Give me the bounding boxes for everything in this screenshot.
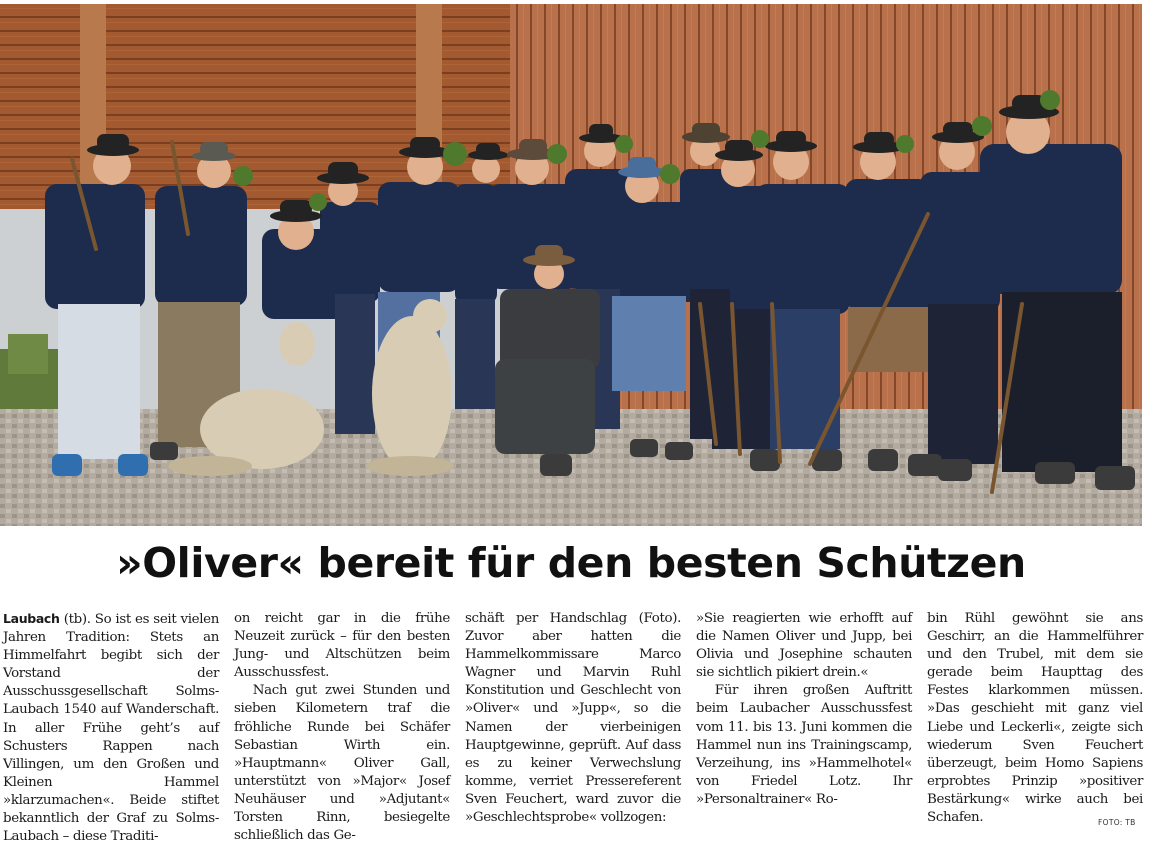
column-4-paragraph-a: »Sie reagierten wie erhofft auf die Namen Oliver und Jupp, bei Olivia und Josephine schauten sie sichtlich pikiert drein.« [696, 611, 912, 681]
column-1-paragraph [3, 610, 219, 846]
article-column-2 [234, 610, 450, 845]
column-4-paragraph-b: Für ihren großen Auftritt beim Laubacher Ausschussfest vom 11. bis 13. Juni kommen die Hammel nun ins Trainingscamp, Verzeihung, ins »Hammelhotel« von Friedel Lotz. Ihr »Personaltrainer« Ro- [696, 683, 912, 807]
people-group [45, 90, 1135, 492]
photo-credit: FOTO: TB [1098, 818, 1136, 827]
group-photo-illustration [0, 4, 1142, 526]
group-photo [0, 4, 1142, 526]
article-column-5 [927, 610, 1143, 827]
column-2-paragraph-a: on reicht gar in die frühe Neuzeit zurück – für den besten Jung- und Altschützen beim Ausschussfest. [234, 611, 450, 681]
dateline: Laubach [3, 611, 60, 626]
column-1-text: (tb). So ist es seit vielen Jahren Tradition: Stets an Himmelfahrt begibt sich der Vorstand der Ausschussgesellschaft Solms-Laubach 1540 auf Wanderschaft. In aller Frühe geht’s auf Schusters Rappen nach Villingen, um den Großen und Kleinen Hammel »klarzumachen«. Beide stiftet bekanntlich der Graf zu Solms-Laubach – diese Traditi- [3, 612, 219, 845]
column-5-paragraph: bin Rühl gewöhnt sie ans Geschirr, an die Hammelführer und den Trubel, mit dem sie gerade beim Haupttag des Festes klarkommen müssen. »Das geschieht mit ganz viel Liebe und Leckerli«, zeigte sich wiederum Sven Feuchert überzeugt, beim Homo Sapiens erprobtes Prinzip »positiver Bestärkung« wirke auch bei Schafen. [927, 611, 1143, 826]
headline: »Oliver« bereit für den besten Schützen [116, 539, 1026, 587]
article-column-1 [3, 610, 219, 846]
column-2-paragraph-b: Nach gut zwei Stunden und sieben Kilometern traf die fröhliche Runde bei Schäfer Sebastian Wirth ein. »Hauptmann« Oliver Gall, unterstützt von »Major« Josef Neuhäuser und »Adjutant« Torsten Rinn, besiegelte schließlich das Ge- [234, 683, 450, 844]
article-column-4 [696, 610, 912, 809]
column-3-paragraph: schäft per Handschlag (Foto). Zuvor aber hatten die Hammelkommissare Marco Wagner und Marvin Ruhl Konstitution und Geschlecht von »Oliver« und »Jupp«, so die Namen der vierbeinigen Hauptgewinne, geprüft. Auf dass es zu keiner Verwechslung komme, verriet Pressereferent Sven Feuchert, ward zuvor die »Geschlechtsprobe« vollzogen: [465, 611, 681, 826]
article-column-3 [465, 610, 681, 827]
